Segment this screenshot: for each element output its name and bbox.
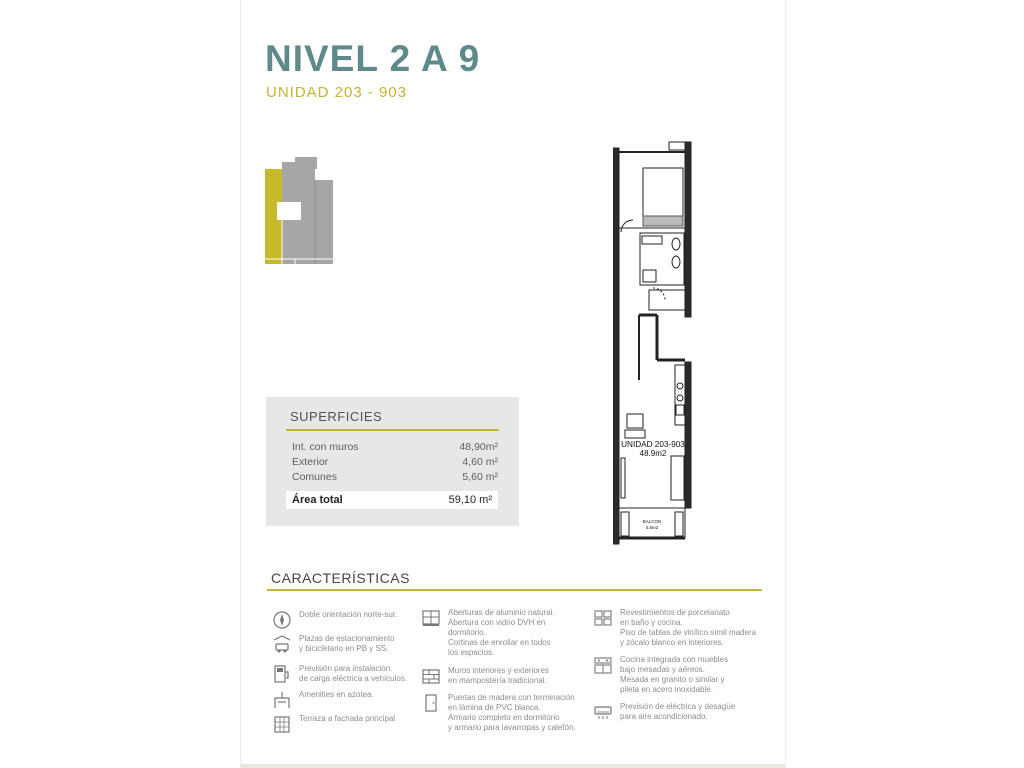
caracteristicas-title: CARACTERÍSTICAS xyxy=(271,570,410,586)
amenities-icon xyxy=(272,690,292,710)
feature-item xyxy=(272,690,374,710)
key-plan-core xyxy=(277,202,301,220)
superficies-row-value: 4,60 m² xyxy=(462,456,498,468)
feature-item xyxy=(272,634,395,654)
superficies-total-row xyxy=(286,491,498,509)
feature-item xyxy=(421,693,576,733)
plan-bed xyxy=(643,168,683,216)
feature-text: Aberturas de aluminio natural. Abertura con vidrio DVH en dormitorio. Cortinas de enrollar en todos los espacios. xyxy=(448,608,555,657)
feature-item xyxy=(421,608,555,658)
feature-item xyxy=(593,608,756,648)
plan-outer-wall-right-top xyxy=(685,142,691,317)
superficies-title: SUPERFICIES xyxy=(290,409,383,424)
building-icon xyxy=(272,714,292,734)
superficies-row-value: 5,60 m² xyxy=(462,471,498,483)
unit-subtitle: UNIDAD 203 - 903 xyxy=(266,84,408,101)
plan-sofa xyxy=(671,456,684,500)
plan-hall xyxy=(649,290,685,310)
feature-text: Muros interiores y exteriores en mampostería tradicional. xyxy=(448,666,549,685)
superficies-row-label: Exterior xyxy=(292,456,329,468)
superficies-row xyxy=(292,456,498,468)
feature-item xyxy=(272,610,397,630)
key-plan-block-top xyxy=(295,157,317,169)
tiles-icon xyxy=(593,608,613,628)
feature-text: Amenities en azotea. xyxy=(299,690,374,699)
caracteristicas-divider xyxy=(267,589,762,591)
plan-unit-label: UNIDAD 203-903 xyxy=(621,440,685,449)
page-title: NIVEL 2 A 9 xyxy=(265,38,481,79)
feature-text: Previsión de eléctrica y desagüe para aire acondicionado. xyxy=(620,702,736,721)
window-icon xyxy=(421,608,441,628)
compass-icon xyxy=(272,610,292,630)
feature-text: Cocina integrada con muebles bajo mesadas y aéreos. Mesada en granito o similar y pileta en acero inoxidable. xyxy=(620,655,729,694)
brick-wall-icon xyxy=(421,666,441,686)
key-plan-block-right xyxy=(315,180,333,264)
feature-text: Puertas de madera con terminación en lámina de PVC blanca. Armario completo en dormitorio y armario para lavarropas y calefón. xyxy=(448,693,576,732)
feature-item xyxy=(272,714,395,734)
air-conditioner-icon xyxy=(593,702,613,722)
plan-outer-wall-right-bottom xyxy=(685,362,691,508)
feature-item xyxy=(421,666,549,686)
feature-text: Previsión para instalación de carga eléctrica a vehículos. xyxy=(299,664,408,683)
plan-unit-area: 48.9m2 xyxy=(639,449,667,458)
brochure-page xyxy=(240,0,786,768)
plan-toilet xyxy=(672,238,680,250)
plan-balcony-area: 4.6m2 xyxy=(645,525,659,530)
door-icon xyxy=(421,693,441,713)
kitchen-icon xyxy=(593,655,613,675)
plan-outer-wall-left xyxy=(613,148,619,544)
superficies-divider xyxy=(286,429,499,431)
superficies-panel xyxy=(266,397,519,526)
page-bottom-strip xyxy=(241,764,785,768)
superficies-row-label: Int. con muros xyxy=(292,441,359,453)
total-area-label: Área total xyxy=(292,494,343,506)
feature-item xyxy=(272,664,407,684)
superficies-row xyxy=(292,471,498,483)
feature-text: Plazas de estacionamiento y bicicletario en PB y SS. xyxy=(299,634,395,653)
total-area-value: 59,10 m² xyxy=(448,494,492,506)
car-icon xyxy=(272,634,292,654)
feature-text: Doble orientación norte-sur. xyxy=(299,610,398,619)
superficies-row-label: Comunes xyxy=(292,471,337,483)
feature-text: Terraza a fachada principal xyxy=(299,714,396,723)
plan-balcony-label: BALCON xyxy=(642,519,662,524)
feature-text: Revestimientos de porcelanato en baño y cocina. Piso de tablas de vinílico símil madera y zócalo blanco en interiores. xyxy=(620,608,757,647)
plan-tv-unit xyxy=(621,458,625,498)
superficies-row xyxy=(292,441,498,453)
superficies-row-value: 48,90m² xyxy=(459,441,498,453)
floor-plan-diagram xyxy=(613,140,697,546)
plan-door-swing-bedroom xyxy=(621,220,633,232)
feature-item xyxy=(593,655,728,695)
ev-charger-icon xyxy=(272,664,292,684)
plan-top-opening xyxy=(669,142,685,150)
feature-item xyxy=(593,702,735,722)
plan-dining-table xyxy=(627,414,643,428)
key-plan-diagram xyxy=(265,157,337,265)
